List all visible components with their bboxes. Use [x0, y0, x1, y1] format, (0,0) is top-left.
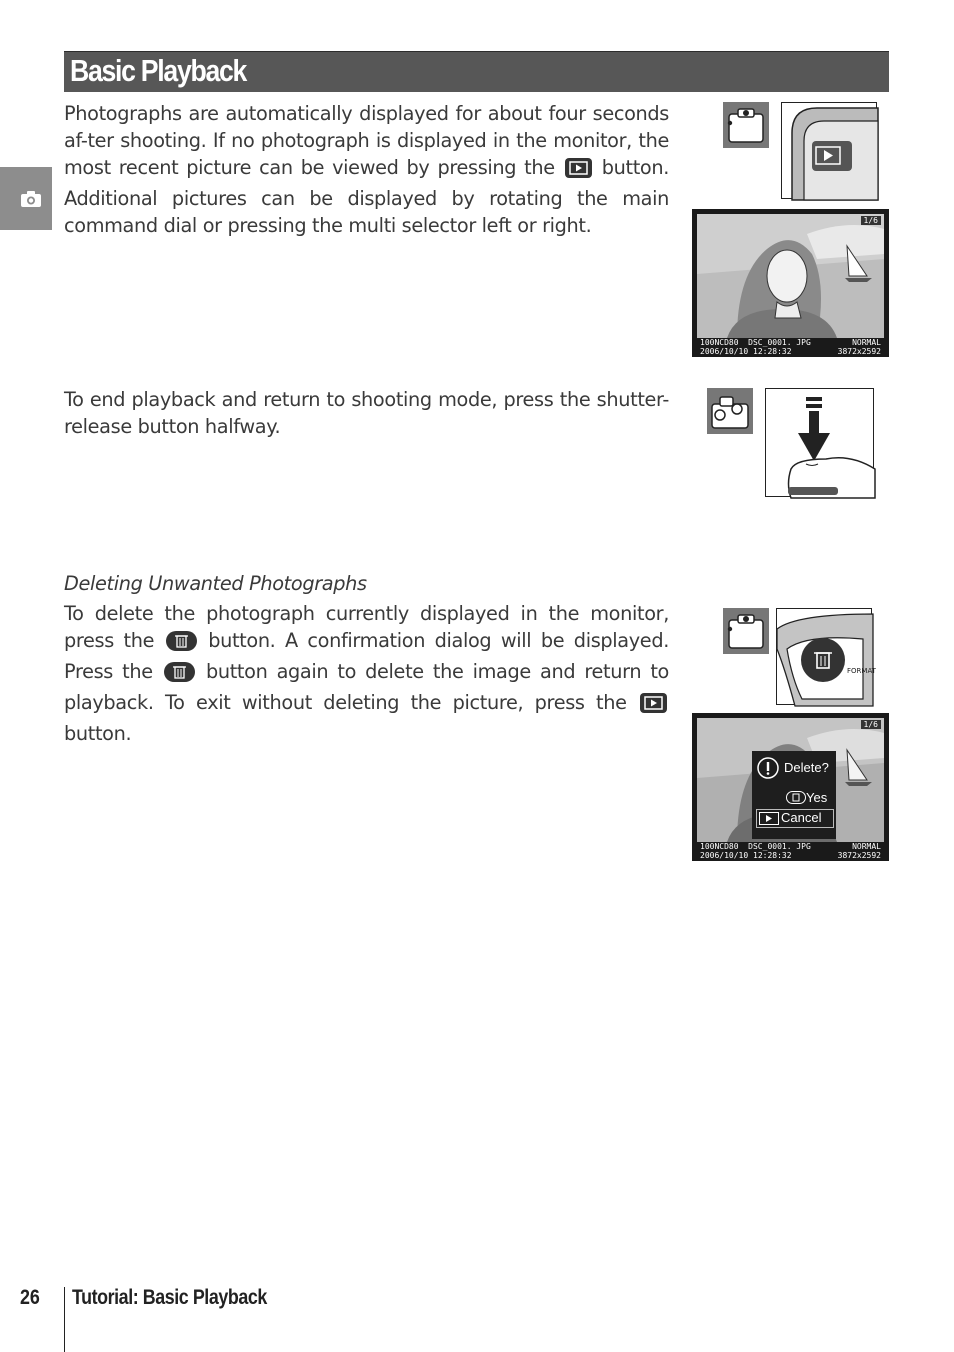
footer-divider — [64, 1287, 65, 1352]
dialog-yes-label: Yes — [806, 790, 828, 805]
dialog-title: Delete? — [784, 760, 829, 775]
camera-back-illustration — [781, 102, 877, 199]
playback-button-icon-2 — [640, 693, 667, 720]
end-playback-paragraph: To end playback and return to shooting mode, press the shutter-release button halfway. — [64, 388, 669, 438]
photo-info-bar: 100NCD80 DSC_0001. JPG 2006/10/10 12:28:32 NORMAL 3872x2592 — [700, 338, 881, 356]
dialog-cancel-label: Cancel — [781, 810, 822, 825]
playback-button-icon — [565, 158, 592, 185]
frame-counter-2: 1/6 — [861, 720, 881, 729]
shutter-release-illustration — [765, 388, 874, 497]
playback-text-a: Photographs are automatically displayed for about four seconds af-ter shooting. If no photograph is displayed in the monitor, the most recent picture can be viewed by pressing the — [64, 102, 669, 179]
playback-mode-icon — [723, 102, 769, 148]
shooting-mode-icon — [707, 388, 753, 434]
svg-text:FORMAT: FORMAT — [847, 667, 876, 675]
footer-section-title: Tutorial: Basic Playback — [72, 1286, 267, 1309]
camera-icon — [20, 190, 42, 208]
chapter-tab — [0, 167, 52, 230]
playback-key-icon — [759, 812, 779, 825]
portrait-photo — [697, 214, 884, 338]
playback-text-b: button. Additional pictures can be displayed by rotating the main command dial or pressing the multi selector left or right. — [64, 156, 670, 237]
monitor-delete-screen — [692, 713, 889, 861]
delete-text-b: button. A confirmation dialog will be displayed. Press the — [64, 629, 669, 683]
delete-text-c: button again to delete the image and return to playback. To exit without deleting the picture, press the — [64, 660, 669, 714]
page-number: 26 — [20, 1286, 40, 1309]
delete-text-d: button. — [64, 722, 132, 745]
section-subheading: Deleting Unwanted Photographs — [64, 572, 367, 595]
delete-button-icon — [166, 631, 197, 658]
playback-mode-icon-2 — [723, 608, 769, 654]
frame-counter: 1/6 — [861, 216, 881, 225]
dialog-cancel-option[interactable] — [756, 809, 834, 828]
delete-confirm-dialog — [752, 751, 836, 839]
page-title-bar — [64, 51, 889, 92]
delete-key-icon — [786, 791, 806, 804]
monitor-playback-screen — [692, 209, 889, 357]
playback-paragraph — [64, 100, 669, 239]
page-title: Basic Playback — [70, 53, 247, 88]
delete-paragraph — [64, 600, 669, 747]
warning-icon — [757, 757, 779, 779]
delete-text-a: To delete the photograph currently displayed in the monitor, press the — [64, 602, 669, 652]
delete-button-icon-2 — [164, 662, 195, 689]
dialog-yes-option[interactable] — [786, 790, 827, 805]
delete-button-illustration — [776, 608, 876, 705]
photo-info-bar-2: 100NCD80 DSC_0001. JPG 2006/10/10 12:28:32 NORMAL 3872x2592 — [700, 842, 881, 860]
